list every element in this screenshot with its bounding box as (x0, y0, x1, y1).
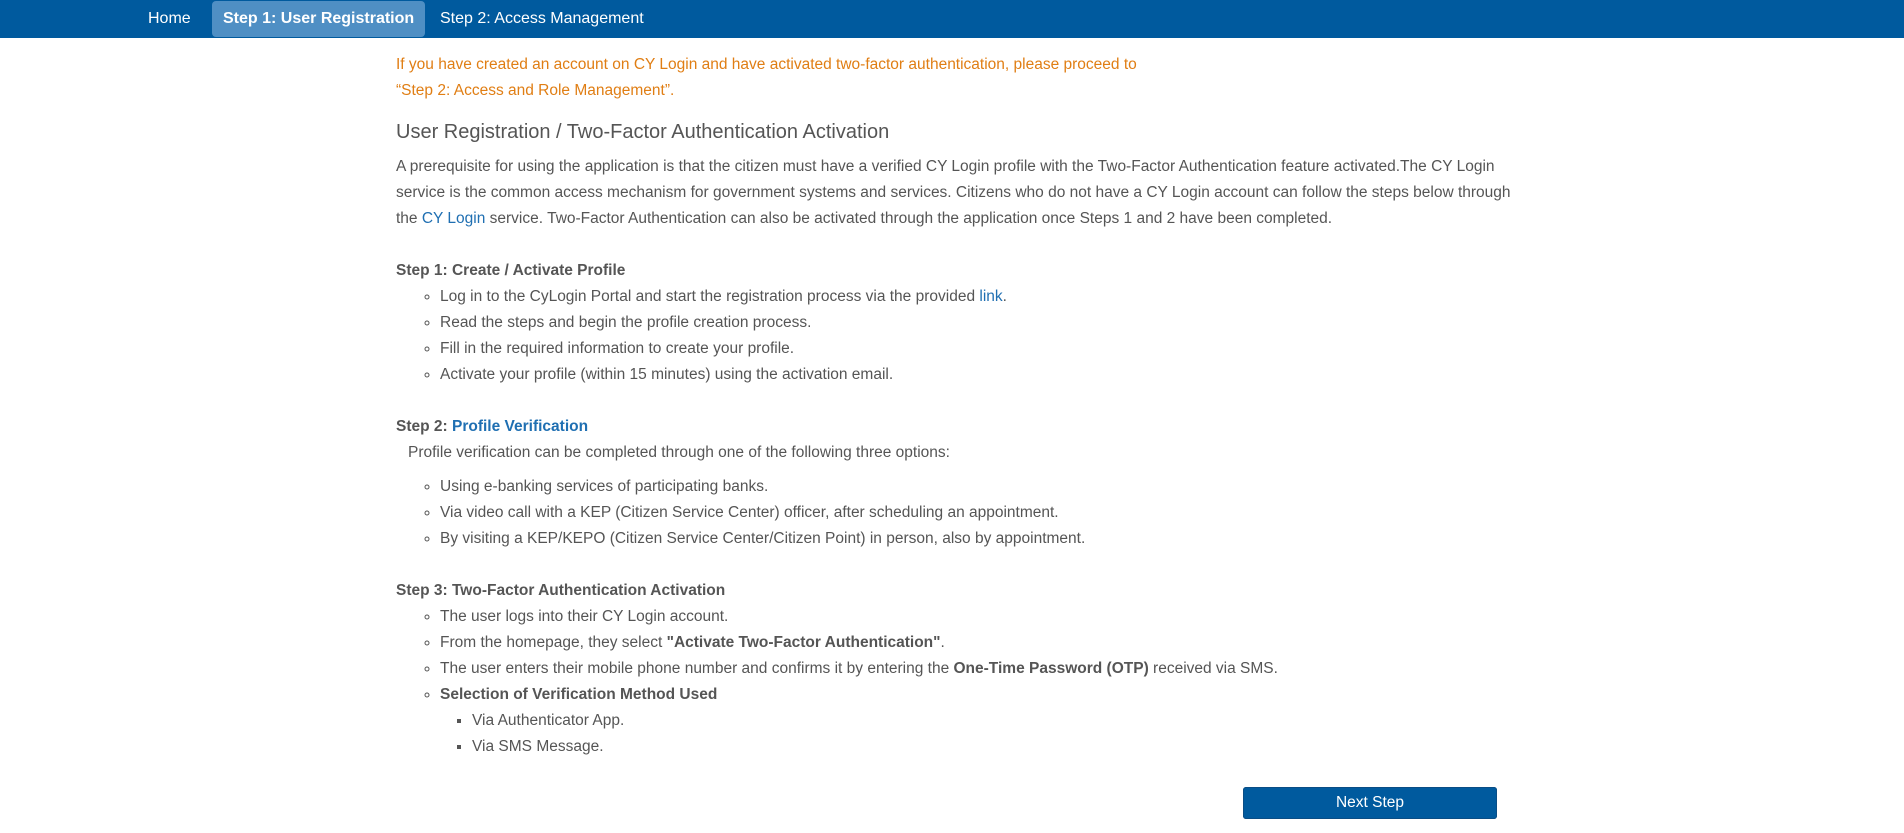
activate-2fa-label: "Activate Two-Factor Authentication" (666, 634, 941, 651)
otp-label: One-Time Password (OTP) (953, 660, 1149, 677)
notice-line2: “Step 2: Access and Role Management”. (396, 82, 675, 99)
top-navigation-bar (0, 0, 1904, 38)
list-item: ◦ Via video call with a KEP (Citizen Service Center) officer, after scheduling an appointment. (440, 500, 1516, 526)
list-item: ◦ Fill in the required information to create your profile. (440, 336, 1516, 362)
step1-list (396, 284, 1516, 388)
step3-item2-period: . (940, 634, 945, 651)
step3-item3-suffix: received via SMS. (1148, 660, 1278, 677)
list-item: ▪ Via SMS Message. (472, 734, 1516, 760)
step1-item1-period: . (1002, 288, 1007, 305)
step3-list (396, 604, 1516, 760)
list-item (440, 656, 1516, 682)
notice-line1: If you have created an account on CY Login and have activated two-factor authentication, please proceed to (396, 56, 1137, 73)
main-content (396, 52, 1516, 760)
verification-method-label: Selection of Verification Method Used (440, 686, 718, 703)
step2-prefix: Step 2: (396, 418, 452, 435)
intro-paragraph (396, 154, 1516, 232)
list-item: ◦ The user logs into their CY Login account. (440, 604, 1516, 630)
list-item: ▪ Via Authenticator App. (472, 708, 1516, 734)
step1-item1-text: Log in to the CyLogin Portal and start the registration process via the provided (440, 288, 980, 305)
list-item: ◦ Read the steps and begin the profile creation process. (440, 310, 1516, 336)
list-item: ◦ Activate your profile (within 15 minutes) using the activation email. (440, 362, 1516, 388)
step3-title: Step 3: Two-Factor Authentication Activation (396, 582, 726, 599)
step2-list (396, 474, 1516, 552)
step2-description: Profile verification can be completed through one of the following three options: (408, 444, 950, 461)
list-item: ◦ Using e-banking services of participating banks. (440, 474, 1516, 500)
list-item: ◦ By visiting a KEP/KEPO (Citizen Service Center/Citizen Point) in person, also by appointment. (440, 526, 1516, 552)
cy-login-link[interactable]: CY Login (421, 210, 486, 227)
verification-method-list (440, 708, 1516, 760)
intro-text-2: service. Two-Factor Authentication can also be activated through the application once Steps 1 and 2 have been completed. (485, 210, 1333, 227)
next-step-button[interactable]: Next Step (1243, 787, 1497, 819)
page-heading: User Registration / Two-Factor Authentication Activation (396, 121, 890, 143)
intro-text-1: A prerequisite for using the application is that the citizen must have a verified CY Login profile with the Two-Factor Authentication feature activated.The CY Login service is the common access mechanism for government systems and services. Citizens who do not have a CY Login account can follow the steps below through the (396, 158, 1511, 227)
list-item (440, 630, 1516, 656)
step2-title (396, 414, 1516, 440)
tab-step2-access-management[interactable]: Step 2: Access Management (440, 10, 644, 27)
step3-item2-text: From the homepage, they select (440, 634, 667, 651)
registration-link[interactable]: link (979, 288, 1003, 305)
proceed-notice (396, 52, 1196, 104)
list-item (440, 682, 1516, 760)
tab-step1-user-registration[interactable]: Step 1: User Registration (212, 1, 425, 37)
profile-verification-link[interactable]: Profile Verification (451, 418, 589, 435)
tab-home[interactable]: Home (148, 10, 191, 27)
step1-title: Step 1: Create / Activate Profile (396, 262, 626, 279)
step3-item3-text: The user enters their mobile phone number and confirms it by entering the (440, 660, 954, 677)
list-item (440, 284, 1516, 310)
